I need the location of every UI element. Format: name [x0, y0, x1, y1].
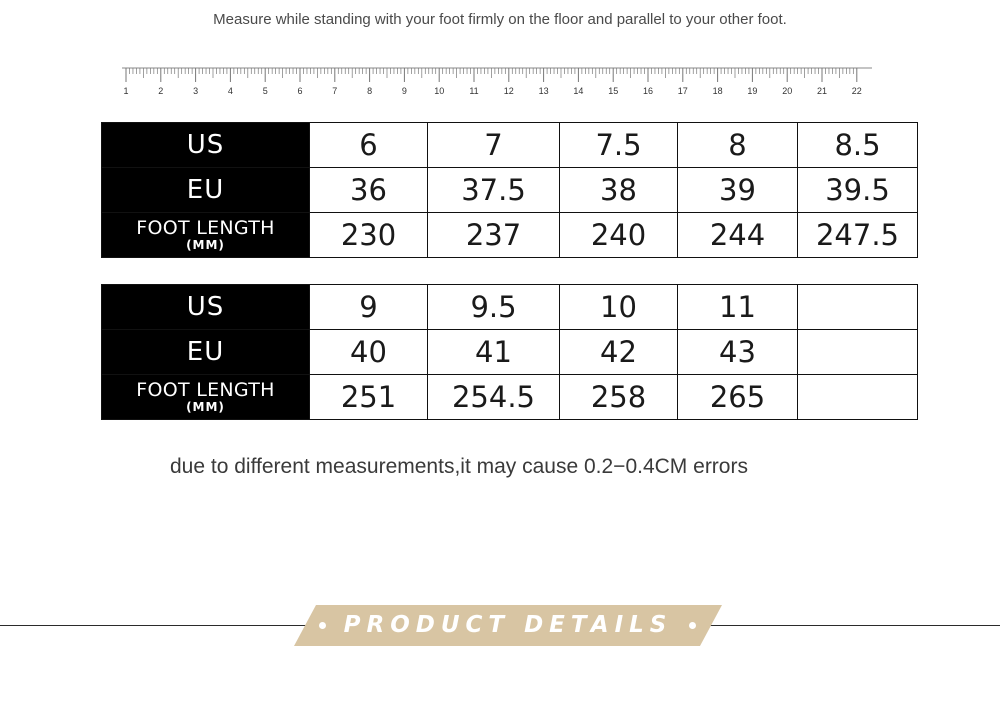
foot-length-cell: 258 — [560, 375, 678, 420]
foot-length-label-text: FOOT LENGTH — [136, 217, 275, 239]
ruler-number: 8 — [367, 86, 373, 96]
us-size-cell: 8.5 — [798, 123, 918, 168]
foot-length-label — [102, 213, 310, 258]
foot-length-unit: (MM) — [186, 238, 225, 252]
eu-size-cell: 40 — [310, 330, 428, 375]
eu-size-cell: 38 — [560, 168, 678, 213]
eu-size-cell — [798, 330, 918, 375]
foot-length-cell: 251 — [310, 375, 428, 420]
foot-length-cell: 247.5 — [798, 213, 918, 258]
foot-length-cell: 240 — [560, 213, 678, 258]
us-size-cell: 8 — [678, 123, 798, 168]
measurement-error-note: due to different measurements,it may cause 0.2−0.4CM errors — [170, 455, 748, 478]
ruler-graphic — [122, 64, 872, 98]
eu-size-cell: 41 — [428, 330, 560, 375]
eu-size-cell: 42 — [560, 330, 678, 375]
section-heading: PRODUCT DETAILS — [343, 612, 673, 638]
ruler-number: 20 — [782, 86, 793, 96]
ruler-number: 14 — [573, 86, 584, 96]
foot-length-cell: 237 — [428, 213, 560, 258]
ruler-number: 3 — [193, 86, 199, 96]
foot-length-cell: 244 — [678, 213, 798, 258]
eu-label: EU — [102, 330, 310, 375]
foot-length-row — [102, 375, 918, 420]
ruler-number: 4 — [227, 86, 233, 96]
us-size-cell: 6 — [310, 123, 428, 168]
ruler-number: 17 — [677, 86, 688, 96]
eu-size-cell: 37.5 — [428, 168, 560, 213]
ruler-number: 12 — [503, 86, 514, 96]
ruler-number: 11 — [469, 86, 479, 96]
us-size-cell: 11 — [678, 285, 798, 330]
eu-size-cell: 39.5 — [798, 168, 918, 213]
eu-size-cell: 36 — [310, 168, 428, 213]
us-size-cell — [798, 285, 918, 330]
ruler-number: 15 — [608, 86, 619, 96]
us-size-cell: 9.5 — [428, 285, 560, 330]
eu-size-cell: 39 — [678, 168, 798, 213]
us-size-cell: 9 — [310, 285, 428, 330]
ruler-number: 13 — [538, 86, 549, 96]
foot-length-row — [102, 213, 918, 258]
ruler-number: 7 — [332, 86, 338, 96]
foot-length-cell: 254.5 — [428, 375, 560, 420]
size-table-1 — [101, 122, 918, 258]
ruler-number: 9 — [401, 86, 407, 96]
foot-length-label — [102, 375, 310, 420]
eu-label: EU — [102, 168, 310, 213]
size-table-2 — [101, 284, 918, 420]
ruler-number: 19 — [747, 86, 758, 96]
eu-row — [102, 168, 918, 213]
ruler-number: 21 — [816, 86, 828, 96]
us-size-cell: 7.5 — [560, 123, 678, 168]
eu-size-cell: 43 — [678, 330, 798, 375]
us-row — [102, 285, 918, 330]
eu-row — [102, 330, 918, 375]
foot-length-label-text: FOOT LENGTH — [136, 379, 275, 401]
us-size-cell: 10 — [560, 285, 678, 330]
us-size-cell: 7 — [428, 123, 560, 168]
ruler-number: 2 — [158, 86, 164, 96]
us-row — [102, 123, 918, 168]
us-label: US — [102, 123, 310, 168]
ruler-number: 16 — [642, 86, 654, 96]
foot-length-cell — [798, 375, 918, 420]
divider-line-right — [700, 625, 1000, 626]
ruler-number: 10 — [434, 86, 445, 96]
divider-line-left — [0, 625, 320, 626]
foot-length-unit: (MM) — [186, 400, 225, 414]
foot-length-cell: 265 — [678, 375, 798, 420]
ruler-number: 22 — [851, 86, 862, 96]
foot-length-cell: 230 — [310, 213, 428, 258]
ruler-number: 6 — [297, 86, 303, 96]
ruler-number: 1 — [123, 86, 129, 96]
ruler-number: 18 — [712, 86, 723, 96]
us-label: US — [102, 285, 310, 330]
ruler-number: 5 — [262, 86, 268, 96]
measure-instruction: Measure while standing with your foot firmly on the floor and parallel to your other foot. — [213, 11, 787, 28]
